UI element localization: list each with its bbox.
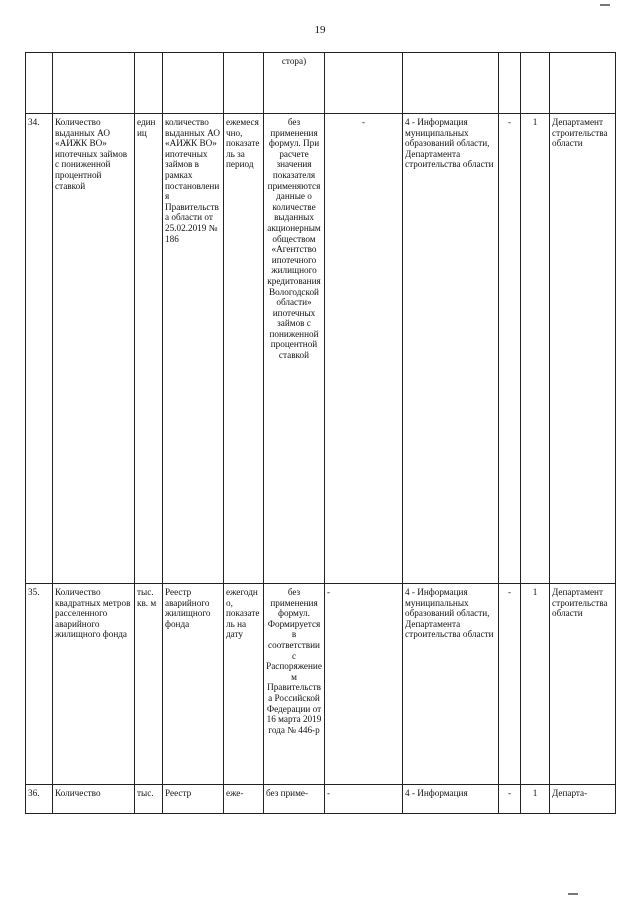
source-cell: 4 - Информация муниципальных образований области, Департамента строительства области <box>403 114 499 584</box>
periodicity-cell: ежегодно, показатель на дату <box>224 584 264 785</box>
indicator-name: Количество квадратных метров расселенного аварийного жилищного фонда <box>53 584 135 785</box>
unit-cell: тыс. кв. м <box>135 584 163 785</box>
definition-cell: Реестр <box>163 785 224 814</box>
definition-cell: количество выданных АО «АИЖК ВО» ипотечных займов в рамках постановления Правительства области от 25.02.2019 № 186 <box>163 114 224 584</box>
definition-cell: Реестр аварийного жилищного фонда <box>163 584 224 785</box>
table-row <box>26 584 616 785</box>
unit-cell: тыс. <box>135 785 163 814</box>
indicator-table <box>25 52 616 814</box>
periodicity-cell: ежемесячно, показатель за период <box>224 114 264 584</box>
table-row <box>26 53 616 114</box>
indicator-name: Количество выданных АО «АИЖК ВО» ипотечных займов с пониженной процентной ставкой <box>53 114 135 584</box>
basic-indicators-cell: - <box>325 114 403 584</box>
indicator-name: Количество <box>53 785 135 814</box>
method-cell: стора) <box>264 53 325 114</box>
code-cell: 1 <box>521 114 550 584</box>
table-row <box>26 114 616 584</box>
code-cell: 1 <box>521 785 550 814</box>
responsible-cell: Департамент строительства области <box>550 584 616 785</box>
method-cell: без применения формул. При расчете значения показателя применяются данные о количестве выданных акционерным обществом «Агентство ипотечного жилищного кредитования Вологодской области» ипотечных займов с пониженной процентной ставкой <box>264 114 325 584</box>
responsible-cell: Департамент строительства области <box>550 114 616 584</box>
periodicity-cell: еже- <box>224 785 264 814</box>
row-number: 36. <box>26 785 53 814</box>
dash-cell: - <box>499 785 521 814</box>
responsible-cell: Департа- <box>550 785 616 814</box>
row-number: 34. <box>26 114 53 584</box>
page-number: 19 <box>314 24 326 36</box>
source-cell: 4 - Информация муниципальных образований области, Департамента строительства области <box>403 584 499 785</box>
dash-cell: - <box>499 584 521 785</box>
unit-cell: единиц <box>135 114 163 584</box>
row-number: 35. <box>26 584 53 785</box>
scan-mark <box>600 4 610 6</box>
scan-mark <box>568 893 578 895</box>
basic-indicators-cell: - <box>325 785 403 814</box>
table-row <box>26 785 616 814</box>
dash-cell: - <box>499 114 521 584</box>
method-cell: без приме- <box>264 785 325 814</box>
method-cell: без применения формул. Формируется в соответствии с Распоряжением Правительства Российской Федерации от 16 марта 2019 года № 446-р <box>264 584 325 785</box>
source-cell: 4 - Информация <box>403 785 499 814</box>
code-cell: 1 <box>521 584 550 785</box>
basic-indicators-cell: - <box>325 584 403 785</box>
